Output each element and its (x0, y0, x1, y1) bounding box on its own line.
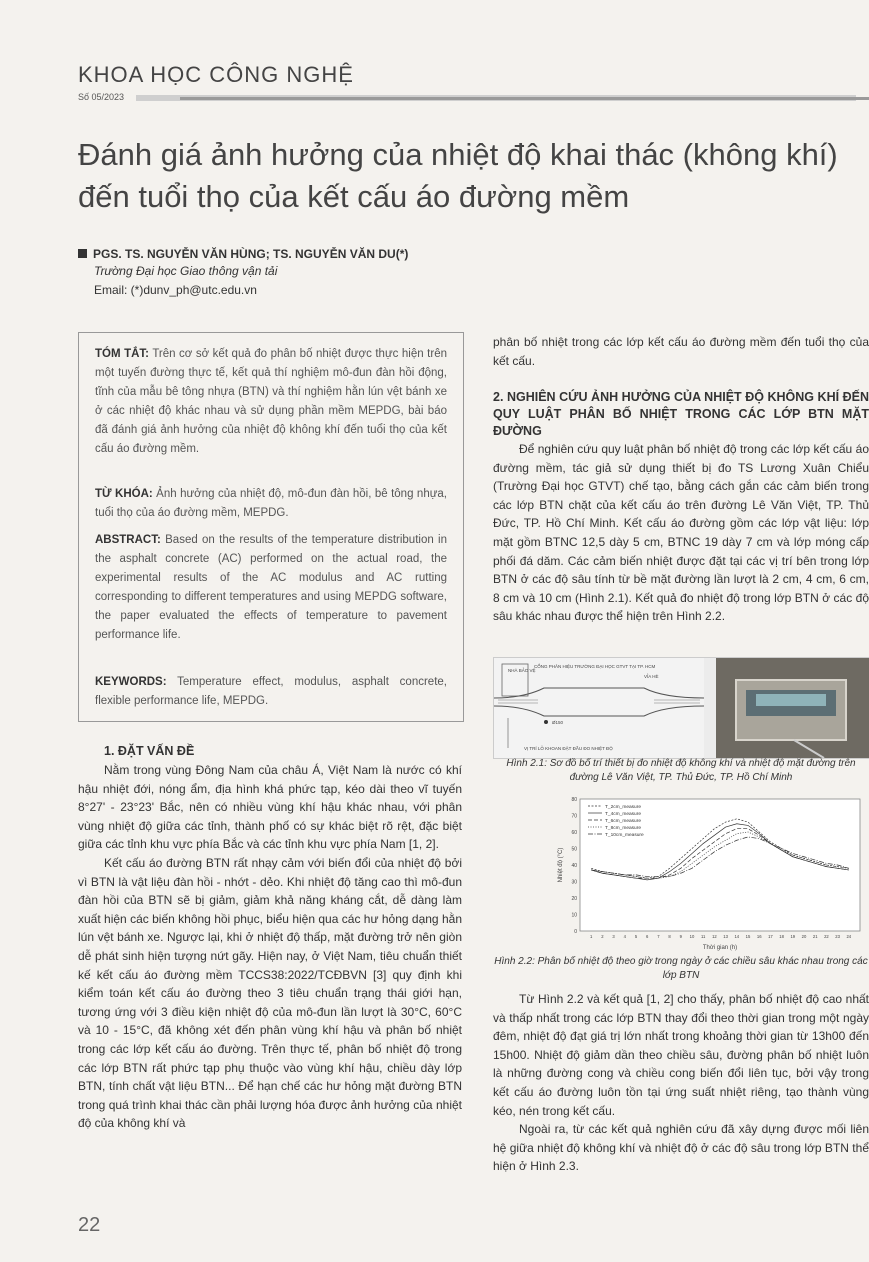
tomtat-label: TÓM TẮT: (95, 348, 149, 360)
x-tick-label: 16 (756, 934, 762, 939)
y-tick-label: 30 (571, 879, 577, 886)
figure-2-1 (493, 657, 869, 759)
x-tick-label: 15 (745, 934, 751, 939)
authors-text: PGS. TS. NGUYỄN VĂN HÙNG; TS. NGUYỄN VĂN DU(*) (93, 247, 409, 261)
issue-number: Số 05/2023 (78, 92, 125, 102)
x-tick-label: 18 (779, 934, 784, 939)
legend-label: T_6cm_measure (605, 818, 641, 824)
left-paragraph-1: Nằm trong vùng Đông Nam của châu Á, Việt Nam là nước có khí hậu nhiệt đới, nóng ẩm, địa hình khá phức tạp, kéo dài theo vĩ tuyến 8°27' - 23°23' Bắc, nên có nhiều vùng khí hậu khác nhau, với phân vùng nhiệt độ giữa các tỉnh, thành phố có sự khác biệt rõ rệt, đặc biệt giữa các tỉnh khu vực phía Bắc và các tỉnh khu vực phía Nam [1, 2]. (78, 763, 462, 852)
temperature-chart (552, 793, 869, 953)
y-tick-label: 60 (571, 830, 577, 836)
abstract-paragraph (95, 531, 447, 645)
fig1-label-bottom: VỊ TRÍ LỖ KHOAN ĐẶT ĐẦU ĐO NHIỆT ĐỘ (524, 746, 613, 751)
x-tick-label: 12 (712, 934, 717, 939)
tomtat-text: Trên cơ sở kết quả đo phân bố nhiệt được thực hiện trên một tuyến đường thực tế, kết quả thí nghiệm mô-đun đàn hồi động, tĩnh của mẫu bê tông nhựa (BTN) và thí nghiệm hằn lún vệt bánh xe ở các nhiệt độ khác nhau và sử dụng phần mềm MEPDG, bài báo đã đánh giá ảnh hưởng của nhiệt độ không khí đến tuổi thọ của kết cấu áo đường mềm. (95, 348, 447, 455)
left-paragraph-2: Kết cấu áo đường BTN rất nhạy cảm với biến đổi của nhiệt độ bởi vì BTN là vật liệu đàn hồi - nhớt - dẻo. Khi nhiệt độ tăng cao thì mô-đun đàn hồi của BTN sẽ bị giảm, giảm khả năng kháng cắt, dễ dàng làm xuất hiện các biến không hồi phục, biểu hiện qua các hư hỏng dạng hằn lún vệt bánh xe. Ngược lại, khi ở nhiệt độ thấp, mặt đường trở nên giòn dễ phát sinh hiện tượng nứt gãy. Hiện nay, ở Việt Nam, tiêu chuẩn thiết kế kết cấu áo đường mềm TCCS38:2022/TCĐBVN [3] quy định khi kiểm toán kết cấu áo đường theo 3 tiêu chuẩn trạng thái giới hạn, tương ứng với 3 điều kiện nhiệt độ của mô-đun lần lượt là 30°C, 60°C và 10 - 15°C, đã không xét đến phân vùng khí hậu và phân bố nhiệt trong các lớp kết cấu áo đường. Trên thực tế, phân bố nhiệt độ trong các lớp BTN rất phức tạp phụ thuộc vào vùng khí hậu, chiều dày lớp BTN, tính chất vật liệu BTN... Để hạn chế các hư hỏng mặt đường BTN trong quá trình khai thác cần phải lượng hóa được ảnh hưởng của nhiệt độ của không khí và (78, 855, 462, 1131)
journal-section: KHOA HỌC CÔNG NGHỆ (78, 62, 354, 87)
x-tick-label: 22 (824, 934, 829, 939)
fig1-label-nha: NHÀ BẢO VỆ (508, 668, 536, 673)
x-tick-label: 23 (835, 934, 840, 939)
y-tick-label: 20 (571, 896, 577, 902)
x-tick-label: 13 (723, 934, 728, 939)
authors (78, 247, 408, 261)
tukhoa-text: Ảnh hưởng của nhiệt độ, mô-đun đàn hồi, bê tông nhựa, tuổi thọ của áo đường mềm, MEPDG. (95, 488, 448, 519)
email[interactable]: Email: (*)dunv_ph@utc.edu.vn (94, 283, 257, 297)
legend-label: T_8cm_measure (605, 825, 641, 831)
x-tick-label: 3 (612, 934, 615, 939)
article-title (78, 134, 858, 218)
x-tick-label: 4 (623, 934, 626, 939)
figure-2-1-caption: Hình 2.1: Sơ đồ bố trí thiết bị đo nhiệt độ không khí và nhiệt độ mặt đường trên đường Lê Văn Việt, TP. Thủ Đức, TP. Hồ Chí Minh (506, 758, 856, 783)
tukhoa-label: TỪ KHÓA: (95, 488, 153, 500)
y-tick-label: 0 (574, 929, 577, 935)
right-paragraph-2: Từ Hình 2.2 và kết quả [1, 2] cho thấy, phân bố nhiệt độ cao nhất và thấp nhất trong các lớp BTN thay đổi theo thời gian trong một ngày đêm, nhiệt độ đạt giá trị lớn nhất trong khoảng thời gian từ 13h00 đến 15h00. Nhiệt độ giảm dần theo chiều sâu, đường phân bố nhiệt luôn là những đường cong và chiều cong biến đổi liên tục, bởi vậy trong kết cấu áo đường luôn tồn tại ứng suất nhiệt riêng, tạo thành vùng kéo, nén trong kết cấu. (493, 992, 869, 1118)
y-tick-label: 40 (571, 863, 577, 869)
x-tick-label: 1 (590, 934, 593, 939)
y-tick-label: 80 (571, 797, 577, 803)
legend-label: T_10cm_measure (605, 832, 644, 838)
right-paragraph-0: phân bố nhiệt trong các lớp kết cấu áo đường mềm đến tuổi thọ của kết cấu. (493, 335, 869, 368)
legend-label: T_4cm_measure (605, 811, 641, 817)
x-tick-label: 10 (689, 934, 695, 939)
section-2-heading: 2. NGHIÊN CỨU ẢNH HƯỞNG CỦA NHIỆT ĐỘ KHÔNG KHÍ ĐẾN QUY LUẬT PHÂN BỐ NHIỆT TRONG CÁC LỚP BTN MẶT ĐƯỜNG (493, 390, 869, 438)
x-tick-label: 21 (812, 934, 818, 939)
keywords-label: KEYWORDS: (95, 676, 167, 688)
x-tick-label: 8 (668, 934, 671, 939)
y-tick-label: 50 (571, 846, 577, 853)
figure-2-2-caption: Hình 2.2: Phân bố nhiệt độ theo giờ trong ngày ở các chiều sâu khác nhau trong các lớp BTN (494, 956, 868, 981)
y-tick-label: 70 (571, 813, 577, 820)
section-1-heading: 1. ĐẶT VẤN ĐỀ (104, 744, 195, 758)
x-tick-label: 2 (601, 934, 604, 939)
x-tick-label: 20 (801, 934, 807, 939)
right-paragraph-3: Ngoài ra, từ các kết quả nghiên cứu đã xây dựng được mối liên hệ giữa nhiệt độ không khí và nhiệt độ ở các độ sâu trong lớp BTN thể hiện ở Hình 2.3. (493, 1122, 869, 1174)
tomtat-paragraph (95, 345, 447, 459)
keywords-text: Temperature effect, modulus, asphalt concrete, flexible performance life, MEPDG. (95, 676, 447, 707)
x-tick-label: 11 (701, 934, 706, 939)
title-line-2: đến tuổi thọ của kết cấu áo đường mềm (78, 179, 630, 214)
left-column (78, 742, 462, 1133)
right-paragraph-1: Để nghiên cứu quy luật phân bố nhiệt độ trong các lớp kết cấu áo đường mềm, tác giả sử dụng thiết bị đo TS Lương Xuân Chiểu (Trường Đại học GTVT) chế tạo, bằng cách gắn các cảm biến trong các lớp BTN chặt của kết cấu áo trên đường Lê Văn Việt, TP. Thủ Đức, TP. Hồ Chí Minh. Kết cấu áo đường gồm các lớp vật liệu: lớp mặt gồm BTNC 12,5 dày 5 cm, BTNC 19 dày 7 cm và lớp móng cấp phối đá dăm. Các cảm biến nhiệt được đặt tại các vị trí bên trong lớp BTN ở các độ sâu tính từ bề mặt đường lần lượt là 2 cm, 4 cm, 6 cm, 8 cm và 10 cm (Hình 2.1). Kết quả đo nhiệt độ trong lớp BTN ở các độ sâu khác nhau được thể hiện trên Hình 2.2. (493, 442, 869, 624)
title-line-1: Đánh giá ảnh hưởng của nhiệt độ khai thác (không khí) (78, 137, 838, 172)
chart-xlabel: Thời gian (h) (702, 945, 738, 951)
chart-ylabel: Nhiệt độ (°C) (558, 847, 564, 883)
tukhoa-paragraph (95, 485, 447, 523)
right-column-bottom (493, 990, 869, 1176)
abstract-text: Based on the results of the temperature distribution in the asphalt concrete (AC) performed on the actual road, the experimental results of the AC modulus and AC rutting corresponding to different temperatures and using MEPDG software, the paper evaluated the effects of temperature to pavement performance life. (95, 534, 447, 641)
abstract-label: ABSTRACT: (95, 534, 161, 546)
x-tick-label: 14 (734, 934, 740, 939)
x-tick-label: 17 (768, 934, 773, 939)
x-tick-label: 7 (657, 934, 660, 939)
x-tick-label: 19 (790, 934, 796, 939)
fig1-label-sensor: Ø150 (552, 720, 564, 725)
bullet-square-icon (78, 249, 87, 258)
abstract-box (78, 332, 464, 722)
fig1-label-cong: CỔNG PHÂN HIỆU TRƯỜNG ĐẠI HỌC GTVT TẠI TP. HCM (534, 664, 656, 669)
figure-2-2 (552, 793, 869, 953)
x-tick-label: 9 (679, 934, 682, 939)
x-tick-label: 5 (634, 934, 638, 939)
x-tick-label: 6 (646, 934, 649, 939)
keywords-paragraph (95, 673, 447, 711)
header-rule-dark (180, 97, 869, 100)
affiliation: Trường Đại học Giao thông vận tải (94, 264, 278, 278)
fig1-diagram (494, 658, 869, 758)
page-number: 22 (78, 1214, 101, 1236)
fig1-label-via: VỈA HÈ (644, 674, 659, 679)
right-column-top (493, 333, 869, 626)
x-tick-label: 24 (846, 934, 852, 939)
y-tick-label: 10 (571, 912, 577, 919)
legend-label: T_2cm_measure (605, 804, 641, 810)
